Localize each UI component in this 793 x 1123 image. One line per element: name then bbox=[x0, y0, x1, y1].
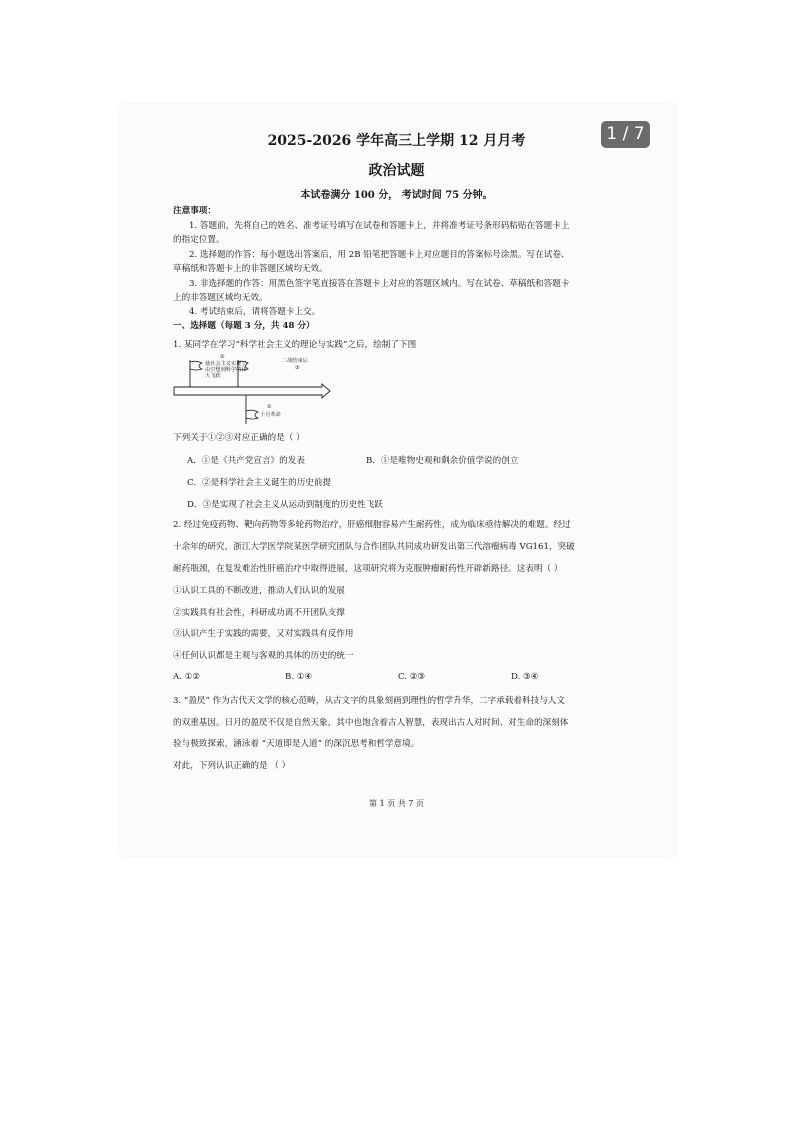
q2-line-2: 十余年的研究，浙江大学医学院某医学研究团队与合作团队共同成功研发出第三代溶瘤病毒 VG161，突破 bbox=[173, 542, 575, 552]
q3-line-3: 验与极致探索，涵泳着 “天道即是人道” 的深沉思考和哲学意境。 bbox=[173, 739, 420, 749]
q2-option-d: D. ③④ bbox=[511, 672, 539, 682]
q2-line-3: 耐药瓶颈，在复发难治性肝癌治疗中取得进展，这项研究将为克服肿瘤耐药性开辟新路径。这表明（ ） bbox=[173, 564, 563, 574]
q2-item-2: ②实践具有社会性，科研成功离不开团队支撑 bbox=[173, 608, 345, 618]
flag2-banner bbox=[246, 410, 258, 419]
q1-option-a: A．①是《共产党宣言》的发表 bbox=[187, 456, 305, 466]
q1-option-c: C．②是科学社会主义诞生的历史前提 bbox=[187, 478, 332, 488]
notice-line-3: 2. 选择题的作答：每小题选出答案后，用 2B 铅笔把答题卡上对应题目的答案标号涂黑。写在试卷、 bbox=[189, 250, 570, 260]
notice-line-1: 1. 答题前，先将自己的姓名、准考证号填写在试卷和答题卡上，并将准考证号条形码粘贴在答题卡上 bbox=[189, 221, 570, 231]
q3-line-1: 3. “盈昃” 作为古代天文学的核心范畴，从古文字的具象刻画到理性的哲学升华，二字承载着科技与人文 bbox=[173, 696, 565, 706]
q1-question: 下列关于①②③对应正确的是（ ） bbox=[173, 433, 305, 443]
notice-line-5: 3. 非选择题的作答：用黑色签字笔直接答在答题卡上对应的答题区域内。写在试卷、草稿纸和答题卡 bbox=[189, 279, 570, 289]
flag1-banner bbox=[190, 361, 202, 370]
q1-stem: 1. 某同学在学习“科学社会主义的理论与实践”之后，绘制了下图 bbox=[173, 340, 417, 350]
notice-line-4: 草稿纸和答题卡上的非答题区域均无效。 bbox=[173, 264, 328, 274]
q1-option-d: D．③是实现了社会主义从运动到制度的历史性飞跃 bbox=[187, 500, 383, 510]
q1-timeline-diagram bbox=[172, 354, 334, 426]
flag2-label: 十月革命 bbox=[260, 412, 281, 418]
q2-item-3: ③认识产生于实践的需要，又对实践具有反作用 bbox=[173, 629, 354, 639]
page-footer: 第 1 页 共 7 页 bbox=[369, 799, 424, 808]
exam-meta: 本试卷满分 100 分， 考试时间 75 分钟。 bbox=[300, 190, 493, 201]
q3-question: 对此，下列认识正确的是 （ ） bbox=[173, 761, 291, 771]
notice-heading: 注意事项： bbox=[173, 206, 216, 216]
flag1-label-line2: 由空想到科学的伟 bbox=[205, 367, 247, 373]
q2-line-1: 2. 经过免疫药物、靶向药物等多轮药物治疗，肝癌细胞容易产生耐药性，成为临床亟待解决的难题。经过 bbox=[173, 520, 571, 530]
exam-title: 2025-2026 学年高三上学期 12 月月考 bbox=[267, 133, 526, 149]
flag3-label: 二战结束后 bbox=[282, 358, 308, 364]
q2-option-b: B. ①④ bbox=[285, 672, 313, 682]
timeline-arrow bbox=[174, 384, 330, 398]
q3-line-2: 的双重基因。日月的盈昃不仅是自然天象，其中也饱含着古人智慧，表现出古人对时间、对生命的深刻体 bbox=[173, 718, 569, 728]
q2-item-4: ④任何认识都是主观与客观的具体的历史的统一 bbox=[173, 651, 354, 661]
flag2-number: ② bbox=[267, 404, 272, 410]
notice-line-2: 的指定位置。 bbox=[173, 235, 225, 245]
flag1-number: ① bbox=[220, 354, 225, 360]
flag1-label-line3: 大飞跃 bbox=[205, 373, 221, 379]
flag3-number: ③ bbox=[295, 365, 300, 371]
q2-option-a: A. ①② bbox=[173, 672, 201, 682]
q1-option-b: B．①是唯物史观和剩余价值学说的创立 bbox=[366, 456, 519, 466]
q2-item-1: ①认识工具的不断改进，推动人们认识的发展 bbox=[173, 586, 345, 596]
section-heading: 一、选择题（每题 3 分，共 48 分） bbox=[173, 321, 315, 331]
notice-line-6: 上的非答题区域均无效。 bbox=[173, 293, 268, 303]
q2-option-c: C. ②③ bbox=[398, 672, 426, 682]
exam-subject: 政治试题 bbox=[368, 163, 425, 179]
page-indicator-badge: 1 / 7 bbox=[601, 121, 650, 148]
flag1-label-line1: 使社会主义实现了 bbox=[205, 361, 247, 367]
timeline-svg bbox=[172, 354, 334, 426]
notice-line-7: 4. 考试结束后，请将答题卡上交。 bbox=[189, 307, 321, 317]
